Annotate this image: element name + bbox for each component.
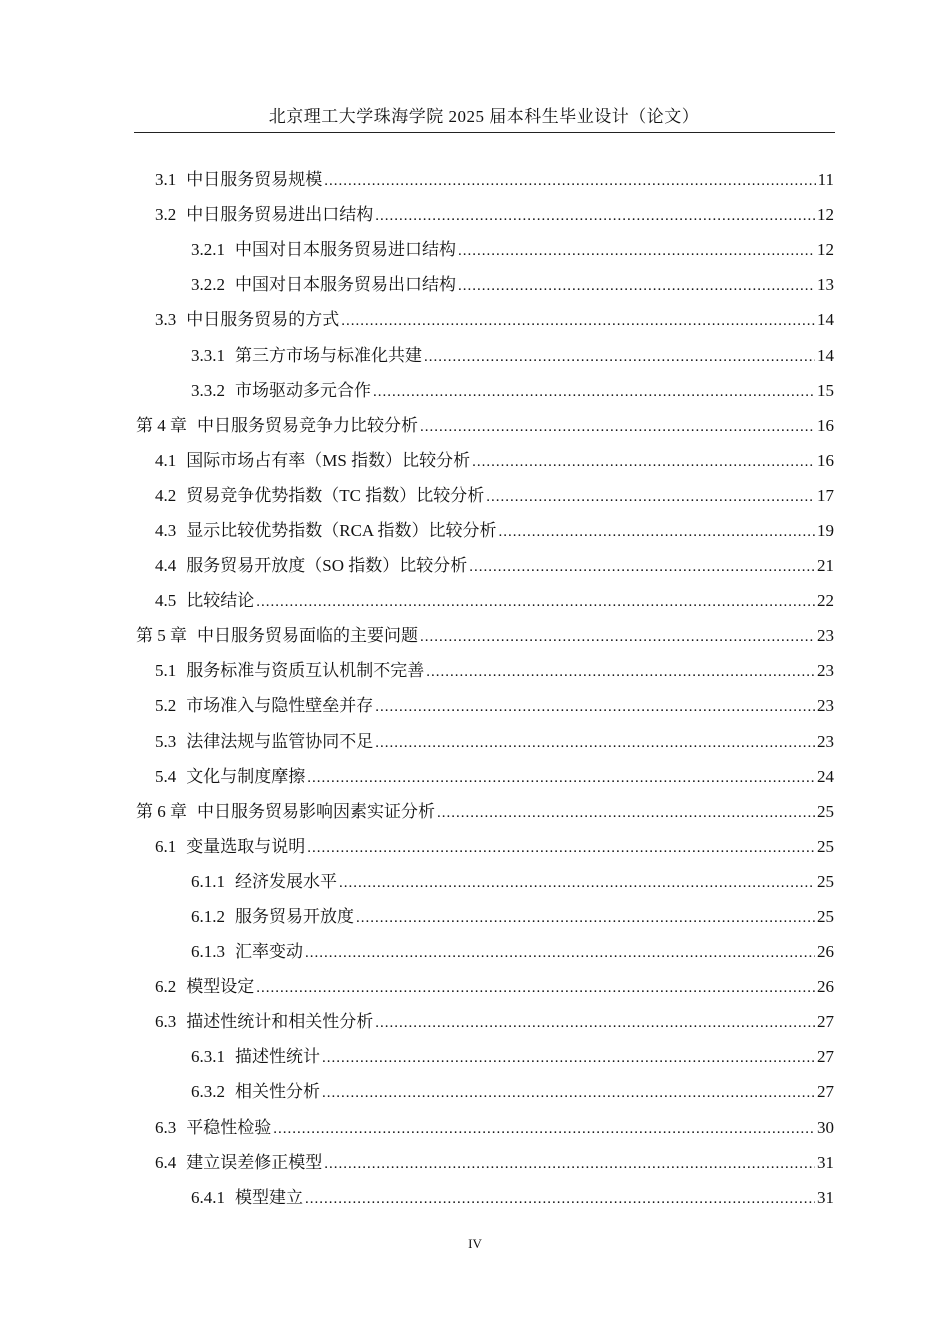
toc-entry-title: 中日服务贸易面临的主要问题 bbox=[197, 626, 418, 646]
toc-dot-leader bbox=[375, 1006, 815, 1041]
toc-entry-number: 3.3 bbox=[155, 310, 177, 330]
toc-entry-page: 31 bbox=[817, 1152, 834, 1172]
toc-dot-leader bbox=[256, 585, 815, 620]
toc-dot-leader bbox=[420, 620, 815, 655]
toc-entry-number: 4.1 bbox=[155, 450, 177, 470]
toc-entry-content bbox=[191, 1180, 834, 1217]
toc-dot-leader bbox=[426, 655, 815, 690]
toc-entry-page: 25 bbox=[817, 836, 834, 856]
toc-entry[interactable] bbox=[0, 689, 950, 724]
toc-entry-title: 市场驱动多元合作 bbox=[235, 380, 371, 400]
toc-entry-content bbox=[155, 443, 834, 480]
toc-entry-number: 5.3 bbox=[155, 731, 177, 751]
toc-entry-title: 国际市场占有率（MS 指数）比较分析 bbox=[186, 450, 471, 470]
toc-entry-number: 6.4.1 bbox=[191, 1187, 225, 1207]
toc-entry-number: 6.1.2 bbox=[191, 907, 225, 927]
toc-entry-title: 服务贸易开放度（SO 指数）比较分析 bbox=[186, 556, 468, 576]
toc-entry-title: 中日服务贸易影响因素实证分析 bbox=[197, 801, 435, 821]
toc-entry-page: 27 bbox=[817, 1082, 834, 1102]
toc-entry-content bbox=[155, 1004, 834, 1041]
toc-dot-leader bbox=[375, 690, 815, 725]
toc-dot-leader bbox=[437, 796, 815, 831]
toc-dot-leader bbox=[273, 1112, 815, 1147]
toc-dot-leader bbox=[469, 550, 815, 585]
toc-entry-title: 服务标准与资质互认机制不完善 bbox=[186, 661, 425, 681]
toc-entry[interactable] bbox=[0, 268, 950, 303]
toc-entry-title: 市场准入与隐性壁垒并存 bbox=[186, 696, 374, 716]
toc-entry-page: 23 bbox=[817, 731, 834, 751]
toc-entry-page: 26 bbox=[817, 977, 834, 997]
toc-entry-page: 30 bbox=[817, 1117, 834, 1137]
toc-entry-title: 服务贸易开放度 bbox=[235, 907, 354, 927]
toc-entry-page: 31 bbox=[817, 1187, 834, 1207]
toc-dot-leader bbox=[458, 269, 815, 304]
toc-entry-content bbox=[136, 408, 834, 445]
toc-entry[interactable] bbox=[0, 900, 950, 935]
toc-entry-content bbox=[191, 864, 834, 901]
toc-dot-leader bbox=[458, 234, 815, 269]
toc-entry[interactable] bbox=[0, 163, 950, 198]
toc-entry-page: 16 bbox=[817, 415, 834, 435]
toc-entry-content bbox=[191, 267, 834, 304]
toc-entry-title: 中国对日本服务贸易进口结构 bbox=[235, 240, 456, 260]
toc-entry-number: 6.1.3 bbox=[191, 942, 225, 962]
toc-entry-content bbox=[155, 1145, 834, 1182]
toc-entry-content bbox=[155, 829, 834, 866]
toc-entry[interactable] bbox=[0, 409, 950, 444]
toc-entry-number: 6.3 bbox=[155, 1012, 177, 1032]
toc-entry-number: 4.5 bbox=[155, 591, 177, 611]
toc-entry-content bbox=[155, 513, 834, 550]
toc-entry-number: 6.1 bbox=[155, 836, 177, 856]
toc-entry-content bbox=[155, 759, 834, 796]
toc-entry-title: 相关性分析 bbox=[235, 1082, 320, 1102]
toc-entry-content bbox=[155, 1110, 834, 1147]
toc-entry-page: 24 bbox=[817, 766, 834, 786]
toc-dot-leader bbox=[305, 936, 815, 971]
toc-entry[interactable] bbox=[0, 935, 950, 970]
toc-entry-title: 变量选取与说明 bbox=[186, 836, 306, 856]
toc-entry-content bbox=[136, 618, 834, 655]
toc-entry-title: 建立误差修正模型 bbox=[186, 1152, 323, 1172]
toc-entry-page: 26 bbox=[817, 942, 834, 962]
toc-entry-number: 6.3.1 bbox=[191, 1047, 225, 1067]
toc-entry-page: 23 bbox=[817, 661, 834, 681]
toc-entry-page: 17 bbox=[817, 485, 834, 505]
toc-entry[interactable] bbox=[0, 198, 950, 233]
toc-entry-content bbox=[191, 1039, 834, 1076]
toc-entry-content bbox=[155, 197, 834, 234]
toc-entry-number: 4.4 bbox=[155, 556, 177, 576]
toc-entry-title: 第三方市场与标准化共建 bbox=[235, 345, 422, 365]
toc-entry-page: 21 bbox=[817, 556, 834, 576]
toc-entry-content bbox=[155, 583, 834, 620]
toc-entry-number: 3.2.2 bbox=[191, 275, 225, 295]
toc-dot-leader bbox=[305, 1182, 815, 1217]
toc-entry-page: 23 bbox=[817, 696, 834, 716]
toc-entry-title: 经济发展水平 bbox=[235, 871, 337, 891]
toc-entry[interactable] bbox=[0, 654, 950, 689]
toc-entry-title: 中日服务贸易规模 bbox=[186, 170, 323, 190]
toc-entry-content bbox=[191, 934, 834, 971]
toc-entry[interactable] bbox=[0, 725, 950, 760]
toc-entry-content bbox=[155, 969, 834, 1006]
toc-entry-number: 6.1.1 bbox=[191, 871, 225, 891]
toc-entry-content bbox=[191, 899, 834, 936]
toc-entry-page: 27 bbox=[817, 1012, 834, 1032]
toc-entry[interactable] bbox=[0, 795, 950, 830]
toc-dot-leader bbox=[375, 726, 815, 761]
toc-entry-number: 3.2.1 bbox=[191, 240, 225, 260]
toc-entry-page: 25 bbox=[817, 907, 834, 927]
toc-entry[interactable] bbox=[0, 970, 950, 1005]
toc-entry-title: 平稳性检验 bbox=[186, 1117, 272, 1137]
toc-entry-number: 4.3 bbox=[155, 520, 177, 540]
toc-entry-page: 11 bbox=[817, 170, 834, 190]
toc-entry-title: 显示比较优势指数（RCA 指数）比较分析 bbox=[186, 520, 497, 540]
toc-dot-leader bbox=[420, 410, 815, 445]
toc-entry[interactable] bbox=[0, 619, 950, 654]
toc-entry-page: 12 bbox=[817, 205, 834, 225]
toc-entry-number: 3.3.2 bbox=[191, 380, 225, 400]
toc-entry[interactable] bbox=[0, 479, 950, 514]
toc-entry-title: 模型设定 bbox=[186, 977, 255, 997]
toc-entry[interactable] bbox=[0, 303, 950, 338]
toc-entry[interactable] bbox=[0, 865, 950, 900]
toc-entry[interactable] bbox=[0, 233, 950, 268]
toc-entry-title: 贸易竞争优势指数（TC 指数）比较分析 bbox=[186, 485, 485, 505]
toc-entry-content bbox=[191, 338, 834, 375]
toc-entry[interactable] bbox=[0, 514, 950, 549]
toc-entry-title: 描述性统计 bbox=[235, 1047, 320, 1067]
toc-entry-page: 22 bbox=[817, 591, 834, 611]
toc-entry[interactable] bbox=[0, 830, 950, 865]
toc-dot-leader bbox=[339, 866, 815, 901]
toc-entry-number: 第 4 章 bbox=[136, 415, 187, 435]
toc-entry-title: 描述性统计和相关性分析 bbox=[186, 1012, 374, 1032]
toc-dot-leader bbox=[356, 901, 815, 936]
toc-entry[interactable] bbox=[0, 584, 950, 619]
toc-dot-leader bbox=[307, 761, 815, 796]
toc-entry-title: 文化与制度摩擦 bbox=[186, 766, 306, 786]
toc-entry-page: 13 bbox=[817, 275, 834, 295]
toc-entry-number: 5.2 bbox=[155, 696, 177, 716]
toc-entry-content bbox=[155, 653, 834, 690]
toc-entry-title: 汇率变动 bbox=[235, 942, 303, 962]
toc-entry-content bbox=[191, 1074, 834, 1111]
toc-entry-number: 5.1 bbox=[155, 661, 177, 681]
toc-entry[interactable] bbox=[0, 760, 950, 795]
toc-entry-title: 比较结论 bbox=[186, 591, 255, 611]
toc-entry-number: 6.4 bbox=[155, 1152, 177, 1172]
toc-entry-number: 第 5 章 bbox=[136, 626, 187, 646]
toc-entry-content bbox=[155, 302, 834, 339]
page-header-title: 北京理工大学珠海学院 2025 届本科生毕业设计（论文） bbox=[268, 107, 700, 126]
toc-entry[interactable] bbox=[0, 1146, 950, 1181]
toc-dot-leader bbox=[472, 445, 815, 480]
toc-entry-page: 14 bbox=[817, 345, 834, 365]
toc-dot-leader bbox=[341, 304, 815, 339]
toc-entry-page: 23 bbox=[817, 626, 834, 646]
toc-entry-content bbox=[155, 724, 834, 761]
toc-entry-title: 中国对日本服务贸易出口结构 bbox=[235, 275, 456, 295]
toc-dot-leader bbox=[322, 1041, 815, 1076]
toc-entry[interactable] bbox=[0, 1005, 950, 1040]
header-divider bbox=[134, 132, 835, 133]
toc-entry-number: 6.3.2 bbox=[191, 1082, 225, 1102]
toc-entry-page: 12 bbox=[817, 240, 834, 260]
toc-entry-content bbox=[136, 794, 834, 831]
toc-entry-number: 4.2 bbox=[155, 485, 177, 505]
page-number: IV bbox=[468, 1236, 482, 1251]
toc-entry-content bbox=[191, 232, 834, 269]
toc-dot-leader bbox=[499, 515, 815, 550]
toc-entry[interactable] bbox=[0, 1040, 950, 1075]
toc-entry[interactable] bbox=[0, 374, 950, 409]
toc-dot-leader bbox=[486, 480, 815, 515]
toc-entry-number: 6.3 bbox=[155, 1117, 177, 1137]
toc-entry-content bbox=[191, 373, 834, 410]
toc-entry[interactable] bbox=[0, 549, 950, 584]
toc-entry-title: 中日服务贸易竞争力比较分析 bbox=[197, 415, 418, 435]
toc-entry[interactable] bbox=[0, 1111, 950, 1146]
toc-entry-page: 14 bbox=[817, 310, 834, 330]
toc-entry-number: 5.4 bbox=[155, 766, 177, 786]
table-of-contents bbox=[0, 163, 950, 1216]
toc-entry-page: 16 bbox=[817, 450, 834, 470]
toc-entry-page: 25 bbox=[817, 801, 834, 821]
toc-entry[interactable] bbox=[0, 1181, 950, 1216]
toc-dot-leader bbox=[322, 1076, 815, 1111]
toc-entry-content bbox=[155, 688, 834, 725]
toc-entry-number: 3.2 bbox=[155, 205, 177, 225]
toc-dot-leader bbox=[307, 831, 815, 866]
toc-entry-title: 中日服务贸易的方式 bbox=[186, 310, 340, 330]
toc-entry-content bbox=[155, 162, 834, 199]
toc-entry[interactable] bbox=[0, 338, 950, 373]
toc-entry-page: 25 bbox=[817, 871, 834, 891]
toc-dot-leader bbox=[375, 199, 815, 234]
toc-entry-number: 3.3.1 bbox=[191, 345, 225, 365]
toc-entry-content bbox=[155, 548, 834, 585]
toc-entry-number: 第 6 章 bbox=[136, 801, 187, 821]
toc-entry-page: 19 bbox=[817, 520, 834, 540]
toc-dot-leader bbox=[324, 1147, 815, 1182]
toc-entry-title: 法律法规与监管协同不足 bbox=[186, 731, 374, 751]
toc-entry-page: 27 bbox=[817, 1047, 834, 1067]
toc-entry-content bbox=[155, 478, 834, 515]
toc-entry-number: 3.1 bbox=[155, 170, 177, 190]
toc-dot-leader bbox=[324, 164, 815, 199]
toc-entry-title: 中日服务贸易进出口结构 bbox=[186, 205, 374, 225]
toc-entry[interactable] bbox=[0, 1075, 950, 1110]
toc-entry-number: 6.2 bbox=[155, 977, 177, 997]
toc-entry[interactable] bbox=[0, 444, 950, 479]
toc-entry-title: 模型建立 bbox=[235, 1187, 303, 1207]
toc-dot-leader bbox=[424, 340, 815, 375]
toc-entry-page: 15 bbox=[817, 380, 834, 400]
toc-dot-leader bbox=[256, 971, 815, 1006]
toc-dot-leader bbox=[373, 375, 815, 410]
